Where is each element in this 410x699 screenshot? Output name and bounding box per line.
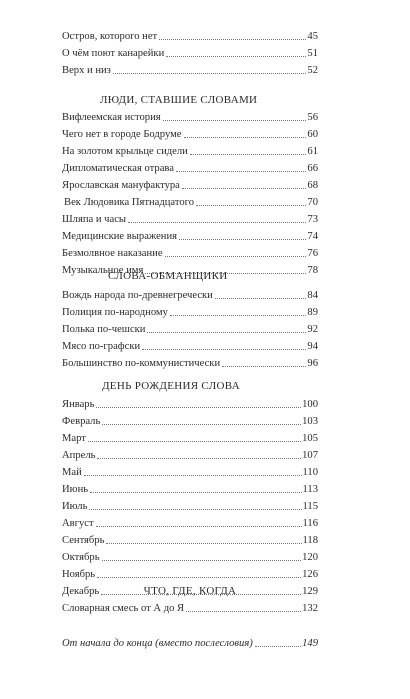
toc-entry-page: 60: [307, 129, 318, 140]
toc-entry-page: 76: [307, 248, 318, 259]
toc-entry: [62, 43, 318, 60]
toc-entry-page: 84: [307, 290, 318, 301]
toc-entry-page: 96: [307, 358, 318, 369]
toc-entry-title: Полька по-чешски: [62, 324, 146, 335]
toc-section-people: [62, 107, 318, 277]
toc-entry: [62, 285, 318, 302]
toc-entry-page: 66: [307, 163, 318, 174]
toc-entry-title: Октябрь: [62, 552, 100, 563]
toc-entry: [62, 60, 318, 77]
toc-afterword: [62, 633, 318, 650]
toc-entry-page: 68: [307, 180, 318, 191]
toc-entry-page: 129: [302, 586, 318, 597]
toc-entry-title: О чём поют канарейки: [62, 48, 165, 59]
toc-entry-page: 149: [302, 638, 318, 649]
toc-entry: [62, 496, 318, 513]
toc-entry-title: Дипломатическая отрава: [62, 163, 174, 174]
toc-entry-title: Февраль: [62, 416, 101, 427]
toc-leader-dots: [106, 542, 301, 544]
toc-entry-page: 107: [302, 450, 318, 461]
toc-section-deceivers: [62, 285, 318, 370]
toc-leader-dots: [215, 297, 307, 299]
toc-entry-title: Медицинские выражения: [62, 231, 177, 242]
toc-entry-page: 70: [307, 197, 318, 208]
toc-leader-dots: [166, 55, 306, 57]
toc-entry-title: Верх и низ: [62, 65, 111, 76]
toc-section-what-where-when: [62, 598, 318, 615]
toc-entry: [62, 598, 318, 615]
toc-entry-title: Март: [62, 433, 86, 444]
toc-leader-dots: [159, 38, 306, 40]
toc-leader-dots: [165, 255, 307, 257]
toc-entry-title: Август: [62, 518, 94, 529]
toc-leader-dots: [96, 525, 302, 527]
section-heading: ЛЮДИ, СТАВШИЕ СЛОВАМИ: [100, 94, 258, 106]
toc-entry-title: На золотом крыльце сидели: [62, 146, 188, 157]
toc-leader-dots: [184, 136, 307, 138]
toc-entry-title: Остров, которого нет: [62, 31, 158, 42]
toc-leader-dots: [88, 440, 301, 442]
toc-leader-dots: [89, 508, 301, 510]
toc-entry: [62, 353, 318, 370]
toc-leader-dots: [142, 348, 306, 350]
toc-entry-page: 105: [302, 433, 318, 444]
toc-leader-dots: [102, 559, 302, 561]
toc-entry-page: 92: [307, 324, 318, 335]
toc-leader-dots: [222, 365, 306, 367]
toc-entry: [62, 479, 318, 496]
toc-leader-dots: [176, 170, 306, 172]
toc-entry-title: Ноябрь: [62, 569, 96, 580]
toc-entry-title: Ярославская мануфактура: [62, 180, 180, 191]
toc-entry: [62, 428, 318, 445]
toc-leader-dots: [163, 119, 307, 121]
toc-leader-dots: [113, 72, 307, 74]
toc-entry: [62, 107, 318, 124]
toc-entry-page: 78: [307, 265, 318, 276]
toc-entry-page: 45: [307, 31, 318, 42]
toc-entry-title: Сентябрь: [62, 535, 105, 546]
toc-entry: [62, 394, 318, 411]
toc-leader-dots: [147, 331, 306, 333]
toc-entry-title: Вифлеемская история: [62, 112, 161, 123]
section-heading: ЧТО, ГДЕ, КОГДА: [143, 585, 237, 597]
toc-leader-dots: [179, 238, 306, 240]
toc-entry: [62, 513, 318, 530]
toc-entry: [62, 26, 318, 43]
toc-entry-page: 74: [307, 231, 318, 242]
table-of-contents: [62, 0, 318, 699]
toc-entry-page: 61: [307, 146, 318, 157]
toc-entry-title: От начала до конца (вместо послесловия): [62, 638, 253, 649]
toc-leader-dots: [182, 187, 307, 189]
toc-entry: [62, 547, 318, 564]
section-heading: ДЕНЬ РОЖДЕНИЯ СЛОВА: [102, 380, 240, 392]
toc-entry-title: Апрель: [62, 450, 96, 461]
toc-entry: [62, 192, 318, 209]
toc-leader-dots: [97, 576, 301, 578]
toc-entry-title: Мясо по-графски: [62, 341, 141, 352]
toc-entry: [62, 209, 318, 226]
toc-entry-page: 94: [307, 341, 318, 352]
toc-entry: [62, 124, 318, 141]
toc-entry-page: 103: [302, 416, 318, 427]
toc-entry: [62, 158, 318, 175]
toc-entry-page: 126: [302, 569, 318, 580]
toc-entry-page: 110: [302, 467, 318, 478]
toc-entry-page: 132: [302, 603, 318, 614]
toc-entry-title: Словарная смесь от А до Я: [62, 603, 185, 614]
toc-leader-dots: [170, 314, 306, 316]
toc-entry-title: Декабрь: [62, 586, 100, 597]
toc-leader-dots: [196, 204, 306, 206]
toc-entry-title: Май: [62, 467, 82, 478]
toc-entry: [62, 226, 318, 243]
toc-entry: [62, 462, 318, 479]
toc-entry-title: Безмолвное наказание: [62, 248, 163, 259]
toc-entry: [62, 564, 318, 581]
toc-entry: [62, 319, 318, 336]
toc-leader-dots: [90, 491, 301, 493]
toc-entry: [62, 411, 318, 428]
toc-entry-title: Июль: [62, 501, 88, 512]
toc-entry-title: Вождь народа по-древнегречески: [62, 290, 213, 301]
toc-leader-dots: [128, 221, 306, 223]
toc-entry-page: 52: [307, 65, 318, 76]
section-heading: СЛОВА-ОБМАНЩИКИ: [108, 270, 228, 282]
toc-entry-page: 89: [307, 307, 318, 318]
toc-entry: [62, 633, 318, 650]
toc-entry: [62, 243, 318, 260]
toc-entry-page: 120: [302, 552, 318, 563]
toc-entry-page: 56: [307, 112, 318, 123]
toc-entry: [62, 530, 318, 547]
toc-leader-dots: [102, 423, 301, 425]
toc-entry-title: Июнь: [62, 484, 89, 495]
toc-entry: [62, 141, 318, 158]
toc-entry-page: 51: [307, 48, 318, 59]
toc-entry-page: 113: [302, 484, 318, 495]
toc-leader-dots: [97, 457, 301, 459]
toc-entry-page: 100: [302, 399, 318, 410]
toc-section-word-birthday: [62, 394, 318, 598]
toc-entry: [62, 302, 318, 319]
toc-entry: [62, 175, 318, 192]
toc-section-continuation: [62, 26, 318, 77]
toc-leader-dots: [255, 645, 301, 647]
toc-entry-page: 118: [302, 535, 318, 546]
toc-entry-title: Чего нет в городе Бодруме: [62, 129, 182, 140]
toc-leader-dots: [96, 406, 301, 408]
toc-leader-dots: [84, 474, 302, 476]
toc-entry-page: 116: [302, 518, 318, 529]
toc-entry-page: 115: [302, 501, 318, 512]
toc-entry-title: Полиция по-народному: [62, 307, 168, 318]
toc-entry-title: Музыкальное имя: [62, 265, 144, 276]
toc-entry-title: Век Людовика Пятнадцатого: [64, 197, 194, 208]
toc-entry: [62, 445, 318, 462]
toc-entry-title: Шляпа и часы: [62, 214, 127, 225]
toc-entry-title: Большинство по-коммунистически: [62, 358, 221, 369]
toc-entry-title: Январь: [62, 399, 95, 410]
toc-leader-dots: [186, 610, 301, 612]
toc-leader-dots: [190, 153, 307, 155]
toc-entry-page: 73: [307, 214, 318, 225]
toc-entry: [62, 336, 318, 353]
